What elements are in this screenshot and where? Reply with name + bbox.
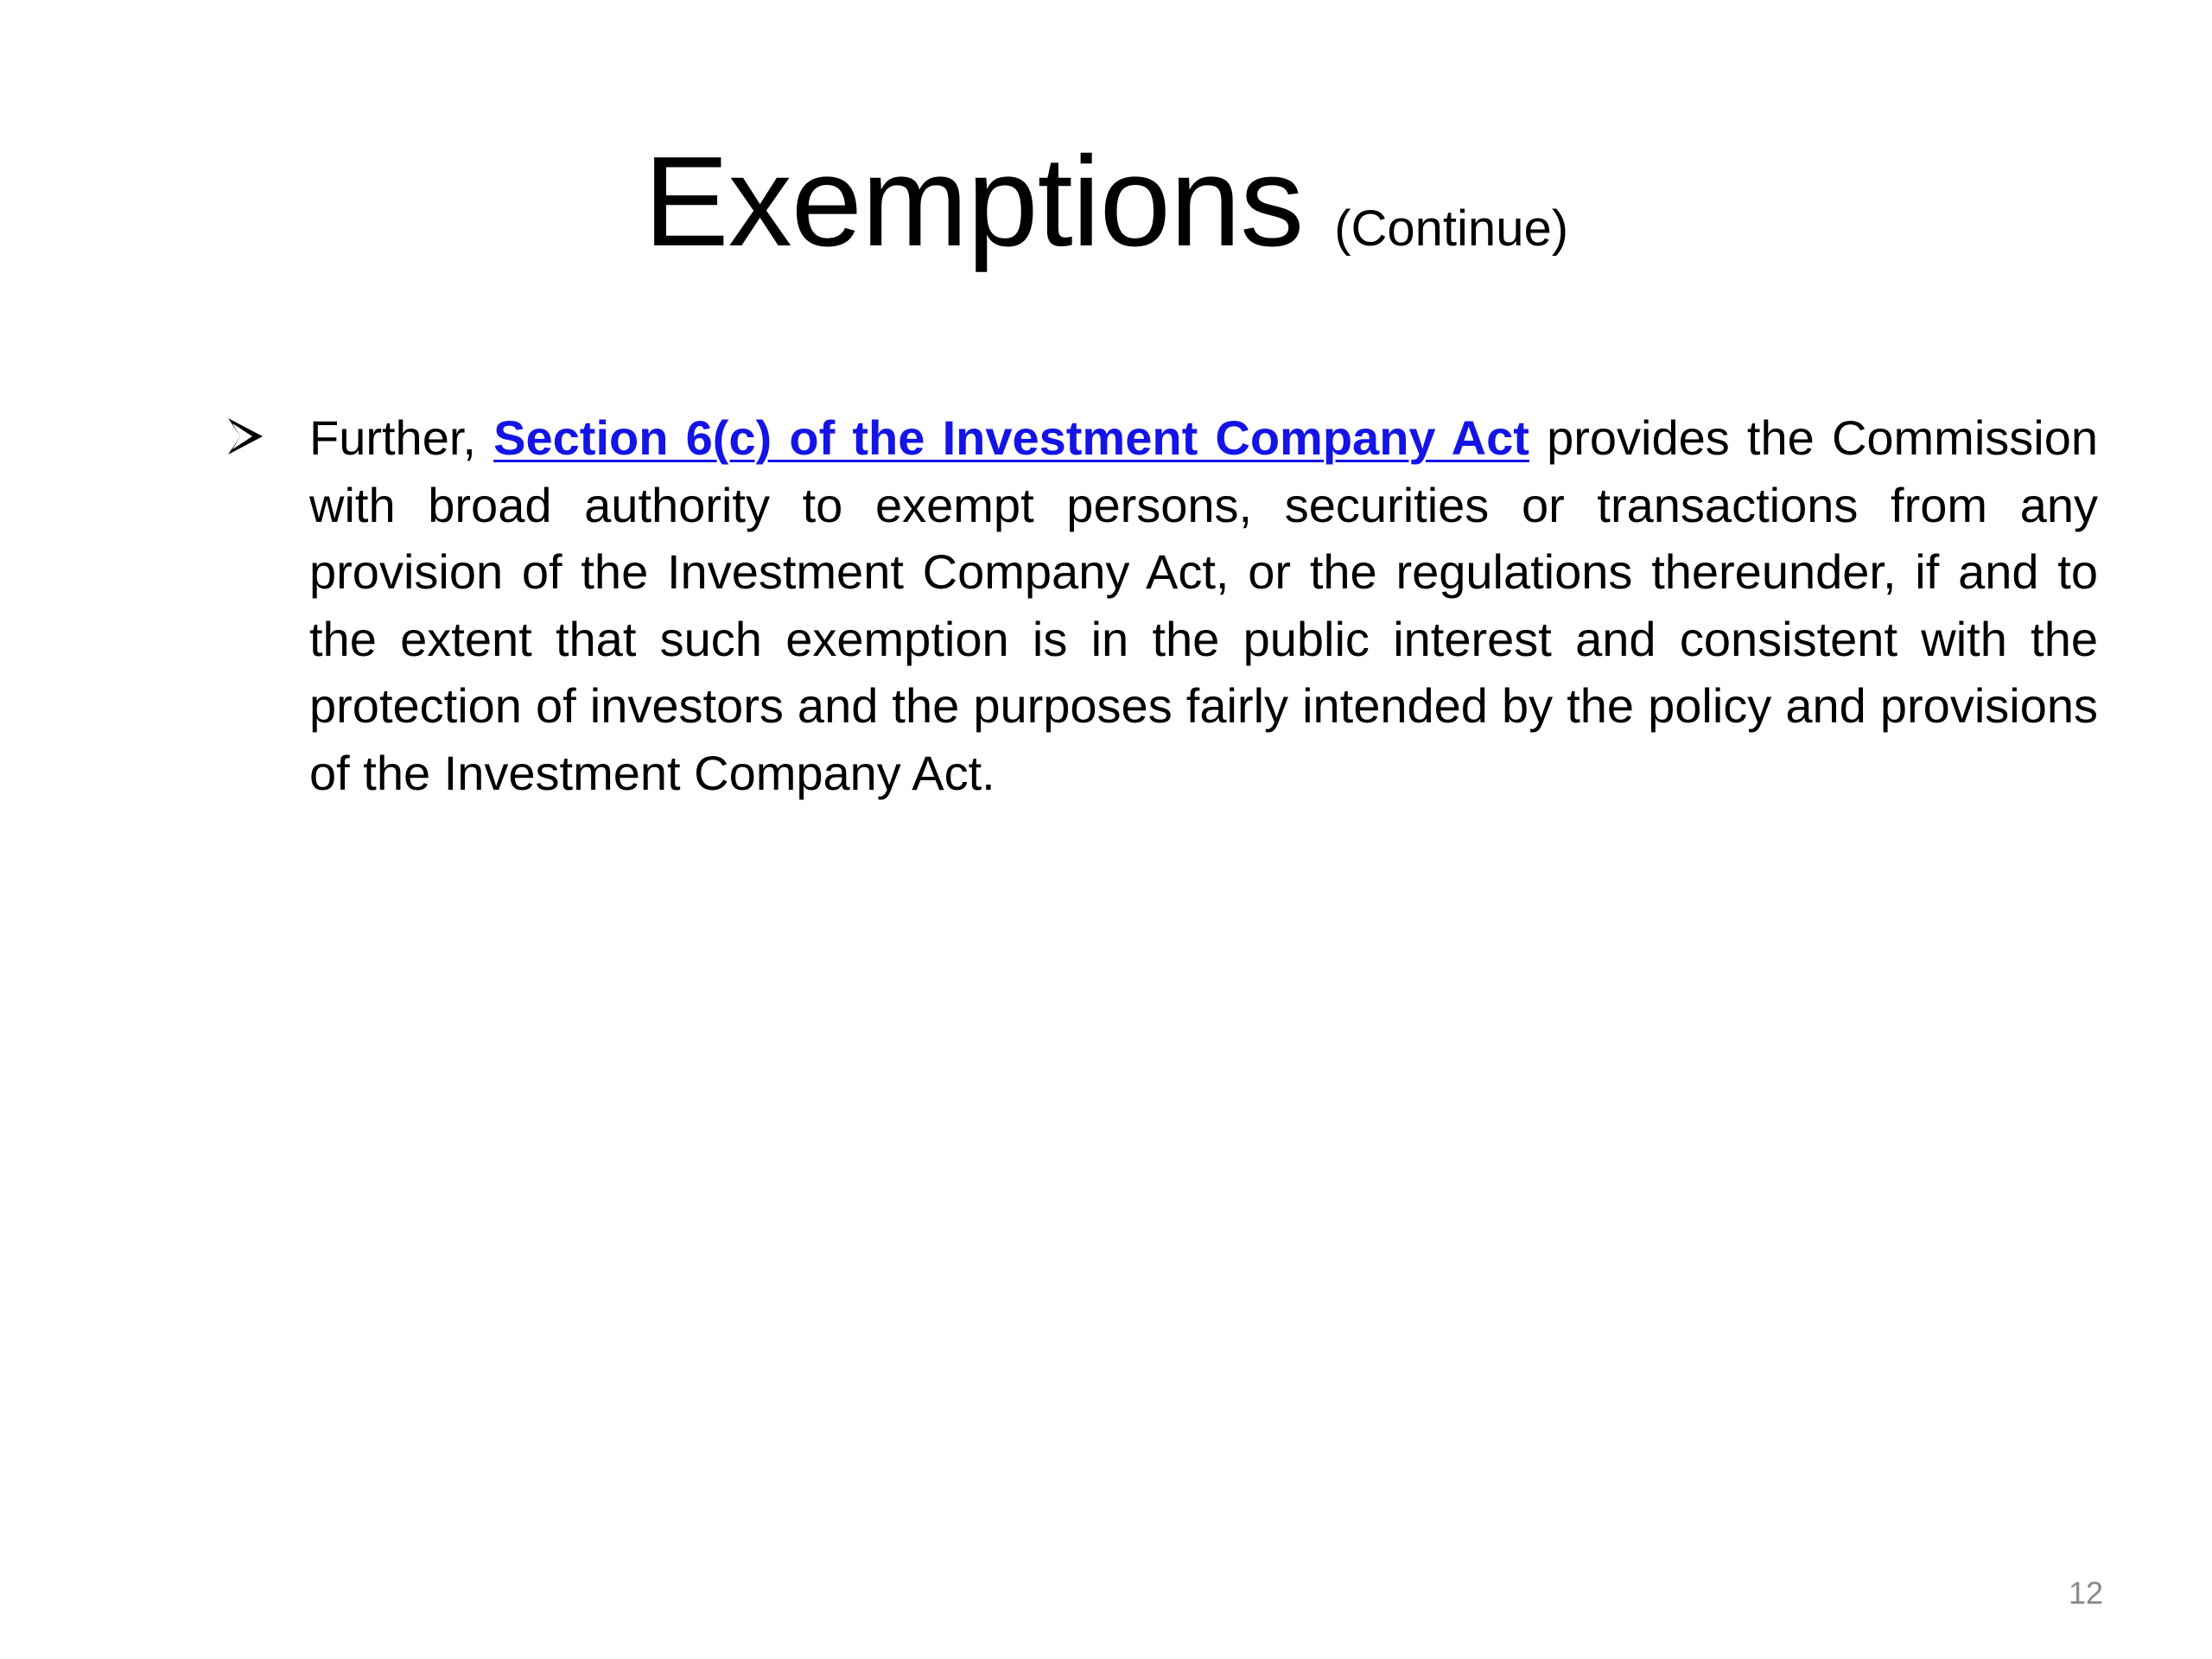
page-number: 12 (2068, 1575, 2103, 1611)
text-before-link: Further, (309, 410, 494, 465)
title-suffix: (Continue) (1334, 200, 1569, 257)
title-main: Exemptions (643, 130, 1304, 273)
slide-title (0, 130, 2212, 273)
bullet-text (309, 404, 2098, 806)
arrow-bullet-icon (226, 404, 309, 456)
bullet-item (226, 404, 2103, 806)
section-6c-link[interactable]: Section 6(c) of the Investment Company Act (493, 410, 1529, 465)
text-after-link: provides the Commission with broad authority to exempt persons, securities or transactions from any provision of the Investment Company Act, or the regulations thereunder, if and to the extent that such exemption is in the public interest and consistent with the protection of investors and the purposes fairly intended by the policy and provisions of the Investment Company Act. (309, 410, 2099, 800)
